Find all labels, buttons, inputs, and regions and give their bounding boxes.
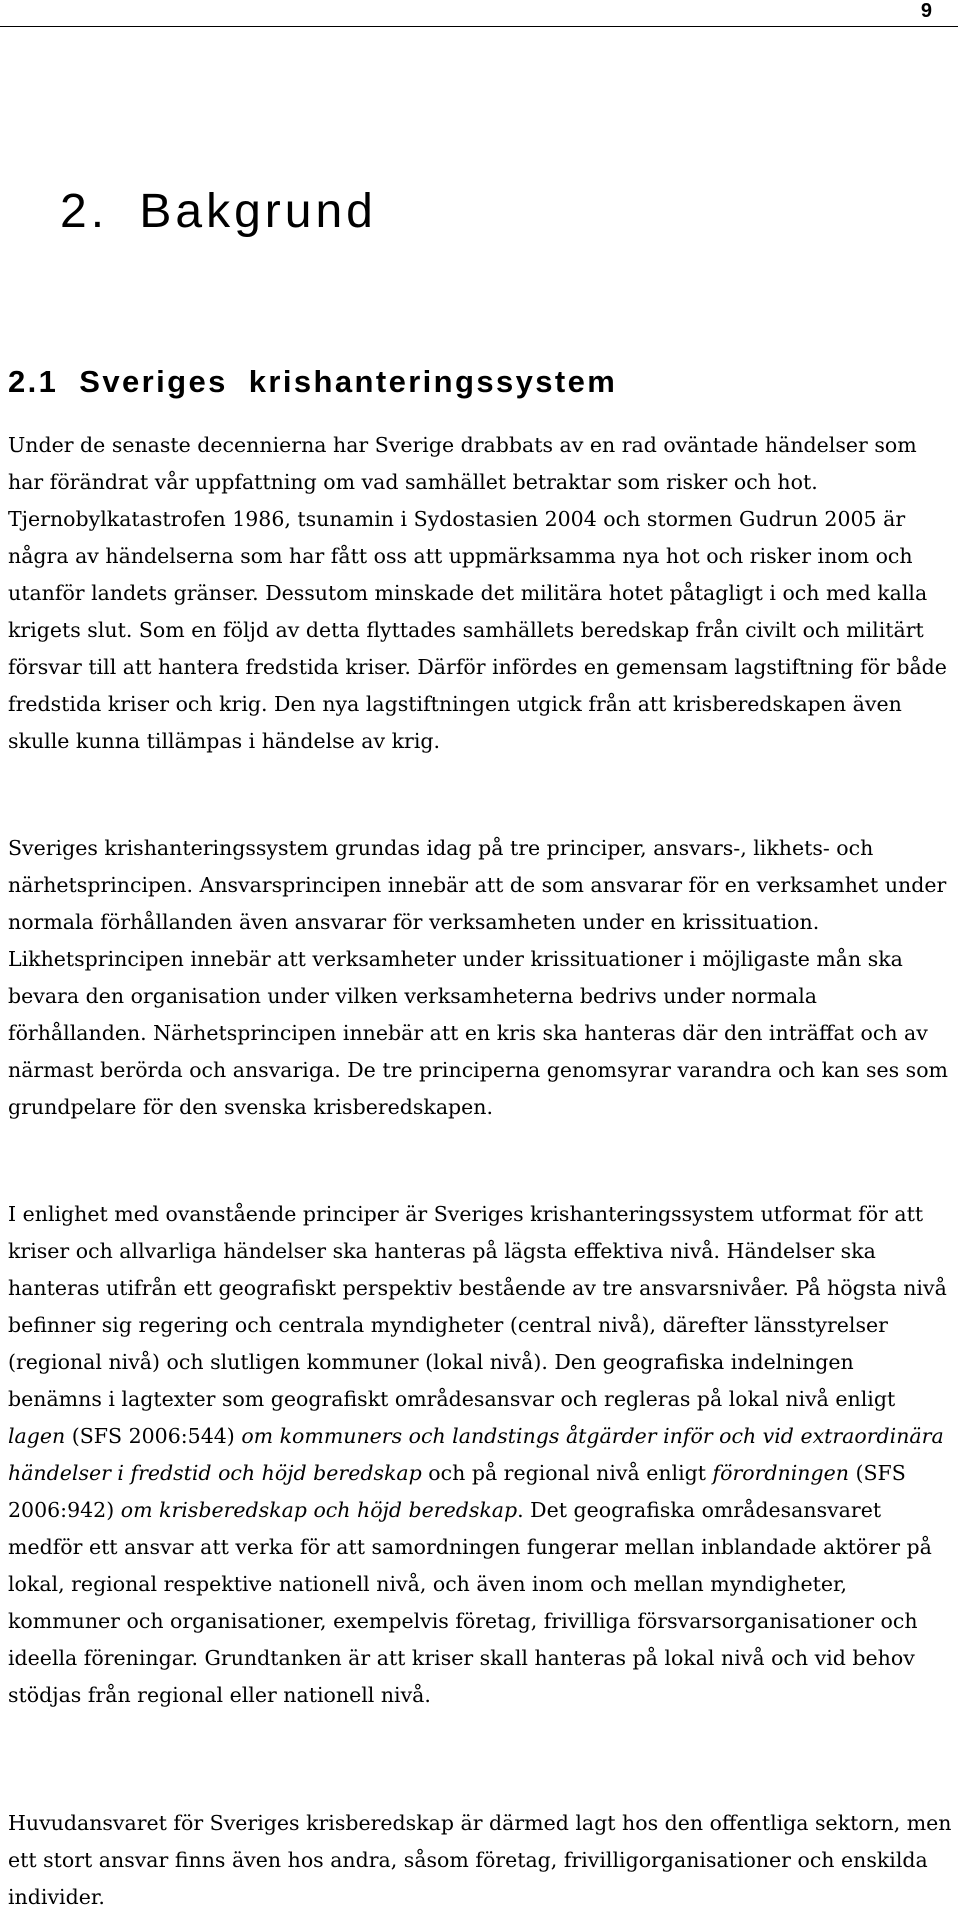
paragraph-3-text-2: (SFS 2006:544) <box>65 1424 242 1448</box>
page-number: 9 <box>920 0 932 22</box>
law-title-krisberedskap: om krisberedskap och höjd beredskap <box>120 1498 518 1522</box>
header-rule <box>0 26 958 27</box>
paragraph-3-text-4: (SFS 2006:942) <box>8 1461 906 1522</box>
paragraph-3-text-5: . Det geografiska områdesansvaret medför ett ansvar att verka för att samordningen fungerar mellan inblandade aktörer på lokal, regional respektive nationell nivå, och även inom och mellan myndigheter, kommuner och organisationer, exempelvis företag, frivilliga försvarsorganisationer och ideella föreningar. Grundtanken är att kriser skall hanteras på lokal nivå och vid behov stödjas från regional eller nationell nivå. <box>8 1498 932 1707</box>
chapter-title: 2. Bakgrund <box>60 185 377 238</box>
paragraph-3-text-3: och på regional nivå enligt <box>421 1461 713 1485</box>
law-reference-lagen: lagen <box>8 1424 66 1448</box>
law-title-kommuners-atgarder: om kommuners och landstings åtgärder inför och vid extraordinära händelser i fredstid och höjd beredskap <box>8 1424 944 1485</box>
section-title: 2.1 Sveriges krishanteringssystem <box>8 364 618 399</box>
paragraph-3 <box>8 1196 954 1714</box>
paragraph-4: Huvudansvaret för Sveriges krisberedskap är därmed lagt hos den offentliga sektorn, men ett stort ansvar finns även hos andra, såsom företag, frivilligorganisationer och enskilda individer. <box>8 1811 952 1909</box>
paragraph-1: Under de senaste decennierna har Sverige drabbats av en rad oväntade händelser som har förändrat vår uppfattning om vad samhället betraktar som risker och hot. Tjernobylkatastrofen 1986, tsunamin i Sydostasien 2004 och stormen Gudrun 2005 är några av händelserna som har fått oss att uppmärksamma nya hot och risker inom och utanför landets gränser. Dessutom minskade det militära hotet påtagligt i och med kalla krigets slut. Som en följd av detta flyttades samhällets beredskap från civilt och militärt försvar till att hantera fredstida kriser. Därför infördes en gemensam lagstiftning för både fredstida kriser och krig. Den nya lagstiftningen utgick från att krisberedskapen även skulle kunna tillämpas i händelse av krig. <box>8 433 947 753</box>
paragraph-3-text-1: I enlighet med ovanstående principer är Sveriges krishanteringssystem utformat för att kriser och allvarliga händelser ska hanteras på lägsta effektiva nivå. Händelser ska hanteras utifrån ett geografiskt perspektiv bestående av tre ansvarsnivåer. På högsta nivå befinner sig regering och centrala myndigheter (central nivå), därefter länsstyrelser (regional nivå) och slutligen kommuner (lokal nivå). Den geografiska indelningen benämns i lagtexter som geografiskt områdesansvar och regleras på lokal nivå enligt <box>8 1202 947 1411</box>
law-reference-forordningen: förordningen <box>712 1461 849 1485</box>
paragraph-2: Sveriges krishanteringssystem grundas idag på tre principer, ansvars-, likhets- och närhetsprincipen. Ansvarsprincipen innebär att de som ansvarar för en verksamhet under normala förhållanden även ansvarar för verksamheten under en krissituation. Likhetsprincipen innebär att verksamheter under krissituationer i möjligaste mån ska bevara den organisation under vilken verksamheterna bedrivs under normala förhållanden. Närhetsprincipen innebär att en kris ska hanteras där den inträffat och av närmast berörda och ansvariga. De tre principerna genomsyrar varandra och kan ses som grundpelare för den svenska krisberedskapen. <box>8 836 948 1119</box>
